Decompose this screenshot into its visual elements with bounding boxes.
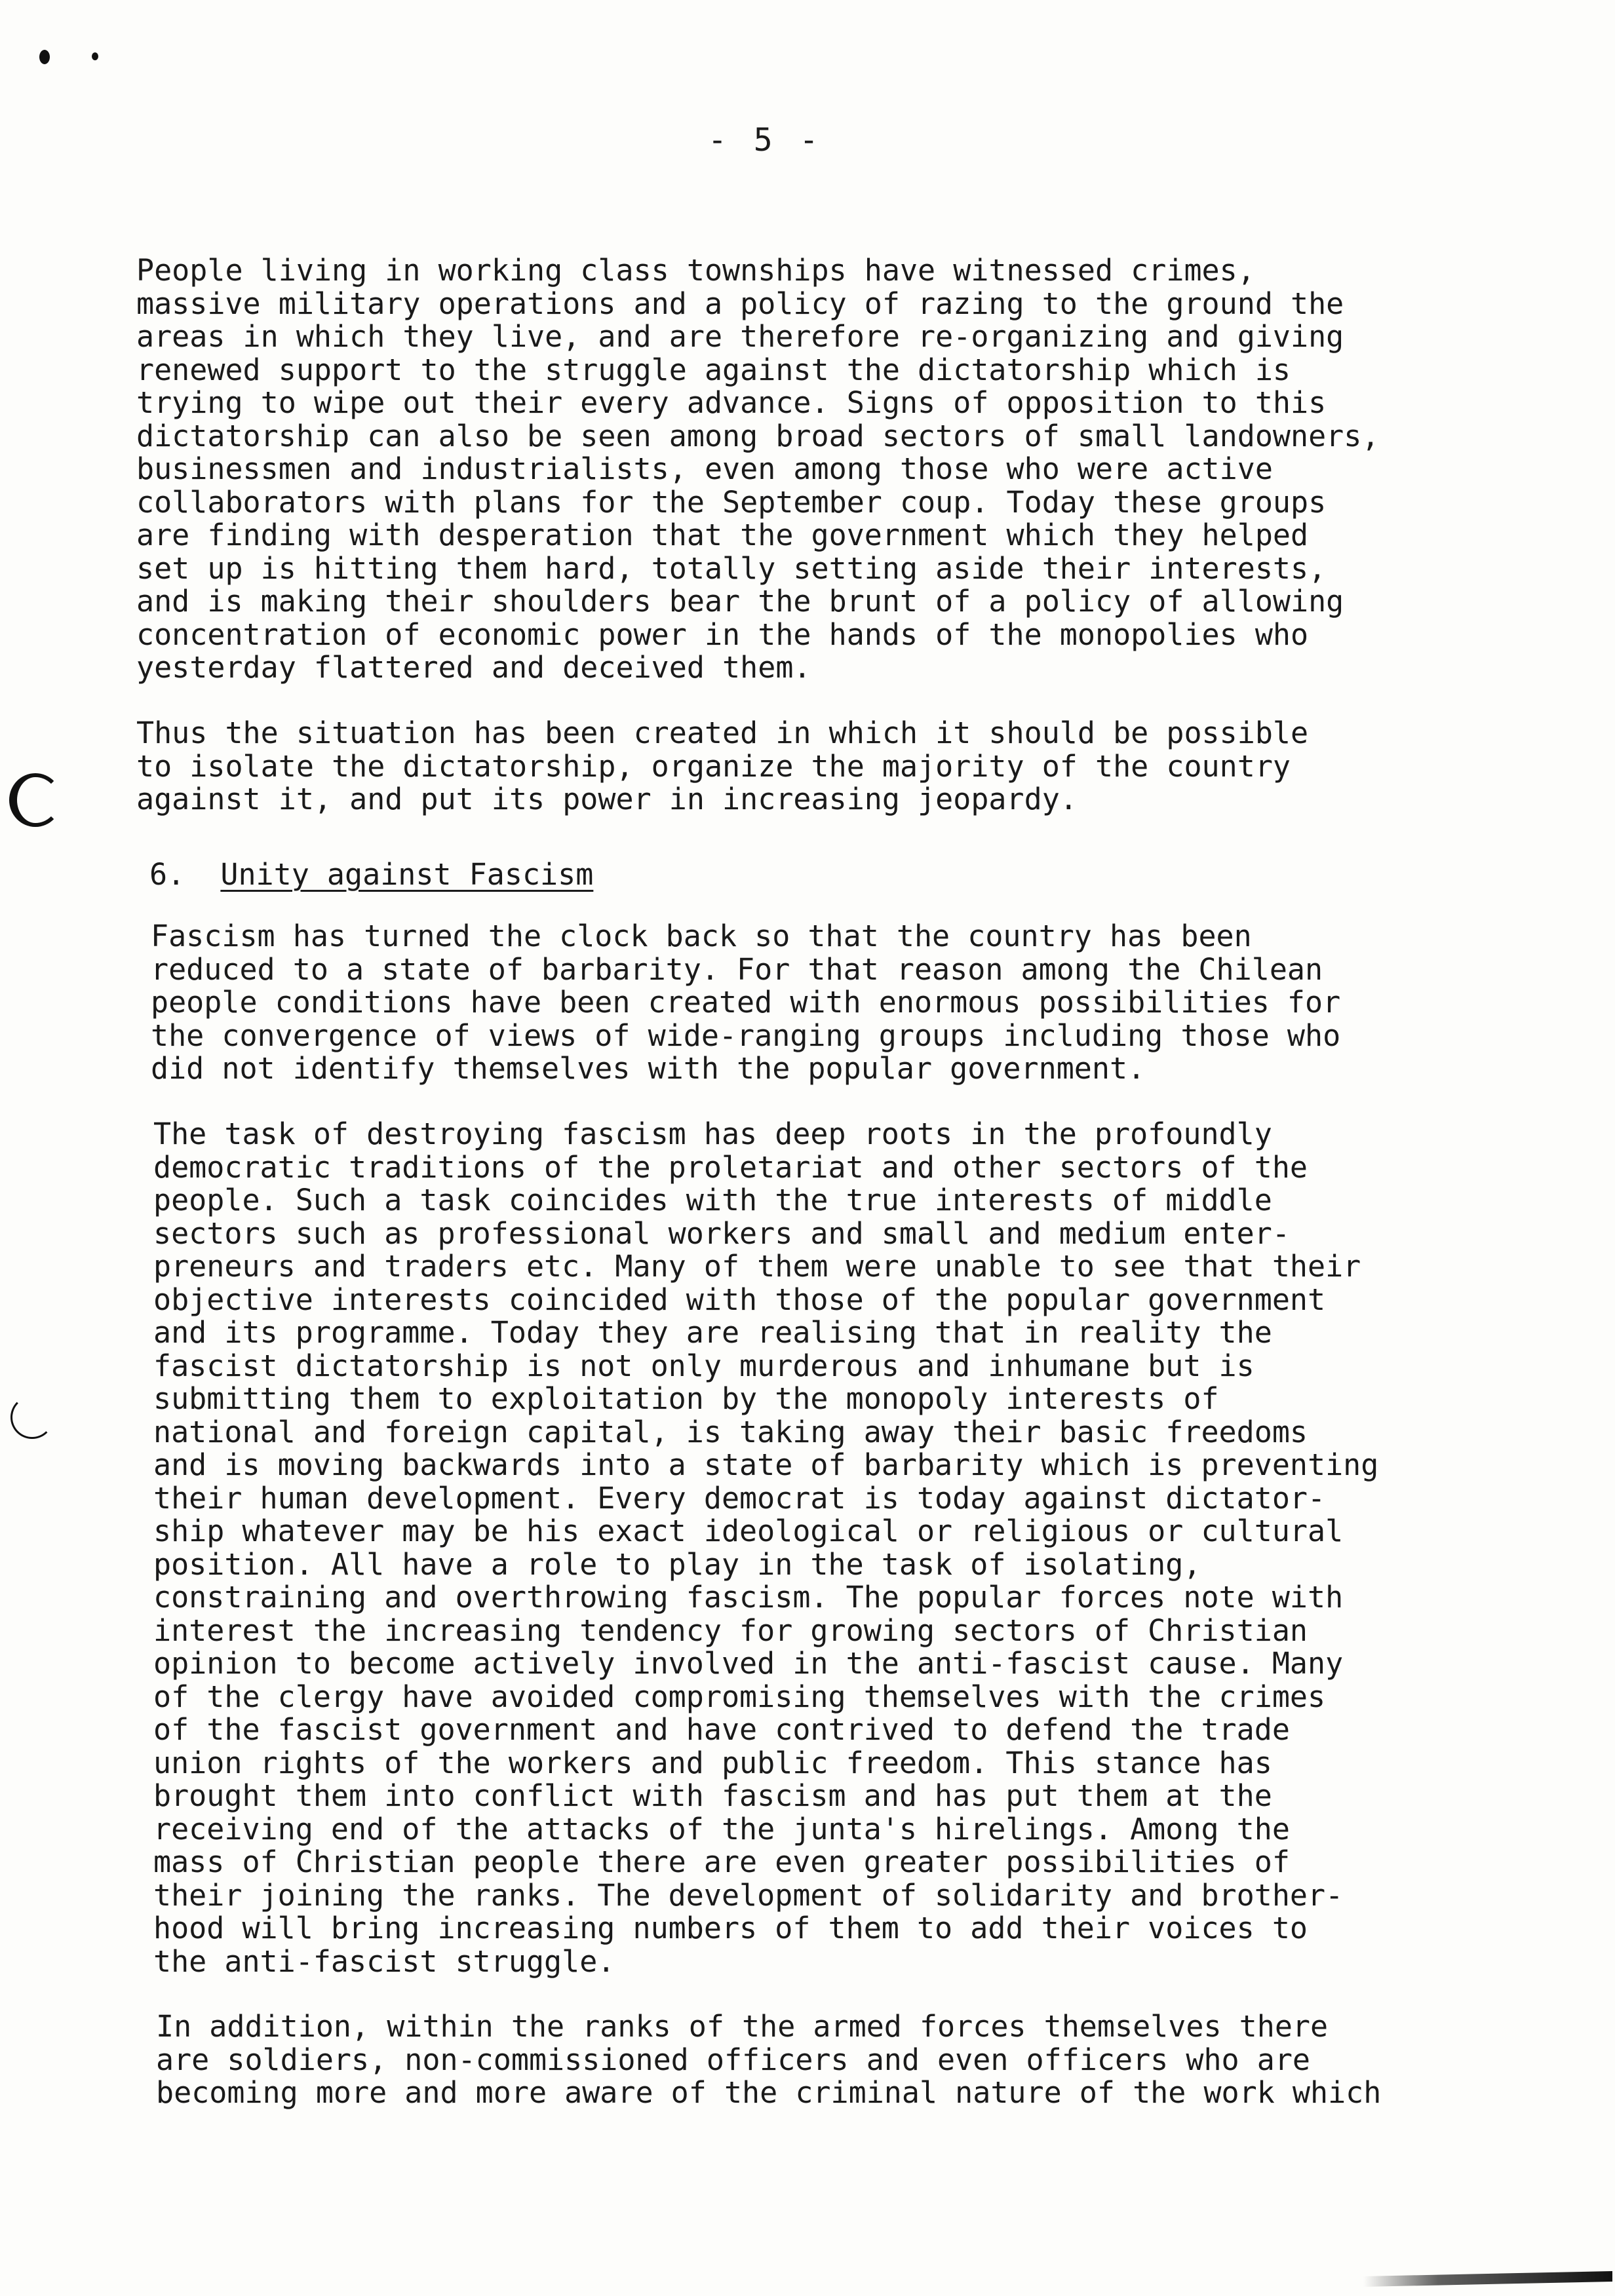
section-number: 6.	[149, 857, 185, 892]
scan-speck	[92, 52, 98, 60]
paragraph-townships: People living in working class townships have witnessed crimes, massive military operations and a policy of razing to the ground the areas in which they live, and are therefore re-organizing and giving renewed support to the struggle against the dictatorship which is trying to wipe out their every advance. Signs of opposition to this dictatorship can also be seen among broad sectors of small landowners, businessmen and industrialists, even among those who were active collaborators with plans for the September coup. Today these groups are finding with desperation that the government which they helped set up is hitting them hard, totally setting aside their interests, and is making their shoulders bear the brunt of a policy of allowing concentration of economic power in the hands of the monopolies who yesterday flattered and deceived them.	[136, 253, 1380, 685]
section-title: Unity against Fascism	[220, 857, 594, 892]
scan-speck	[39, 50, 50, 64]
section-heading	[149, 858, 593, 891]
paragraph-destroying-fascism: The task of destroying fascism has deep roots in the profoundly democratic traditions of the proletariat and other sectors of the people. Such a task coincides with the true interests of middle sectors such as professional workers and small and medium enter- preneurs and traders etc. Many of them were unable to see that their objective interests coincided with those of the popular government and its programme. Today they are realising that in reality the fascist dictatorship is not only murderous and inhumane but is submitting them to exploitation by the monopoly interests of national and foreign capital, is taking away their basic freedoms and is moving backwards into a state of barbarity which is preventing their human development. Every democrat is today against dictator- ship whatever may be his exact ideological or religious or cultural position. All have a role to play in the task of isolating, constraining and overthrowing fascism. The popular forces note with interest the increasing tendency for growing sectors of Christian opinion to become actively involved in the anti-fascist cause. Many of the clergy have avoided compromising themselves with the crimes of the fascist government and have contrived to defend the trade union rights of the workers and public freedom. This stance has brought them into conflict with fascism and has put them at the receiving end of the attacks of the junta's hirelings. Among the mass of Christian people there are even greater possibilities of their joining the ranks. The development of solidarity and brother- hood will bring increasing numbers of them to add their voices to the anti-fascist struggle.	[153, 1117, 1379, 1979]
paragraph-isolate-dictatorship: Thus the situation has been created in which it should be possible to isolate the dictatorship, organize the majority of the country against it, and put its power in increasing jeopardy.	[136, 716, 1309, 816]
page-number: - 5 -	[708, 122, 823, 159]
paragraph-armed-forces: In addition, within the ranks of the armed forces themselves there are soldiers, non-commissioned officers and even officers who are becoming more and more aware of the criminal nature of the work which	[156, 2009, 1382, 2110]
punch-hole-mark	[9, 773, 62, 827]
paragraph-fascism-clock: Fascism has turned the clock back so that the country has been reduced to a state of barbarity. For that reason among the Chilean people conditions have been created with enormous possibilities for the convergence of views of wide-ranging groups including those who did not identify themselves with the popular government.	[151, 919, 1341, 1086]
punch-hole-mark	[10, 1396, 54, 1439]
scan-smudge	[1363, 2271, 1612, 2287]
